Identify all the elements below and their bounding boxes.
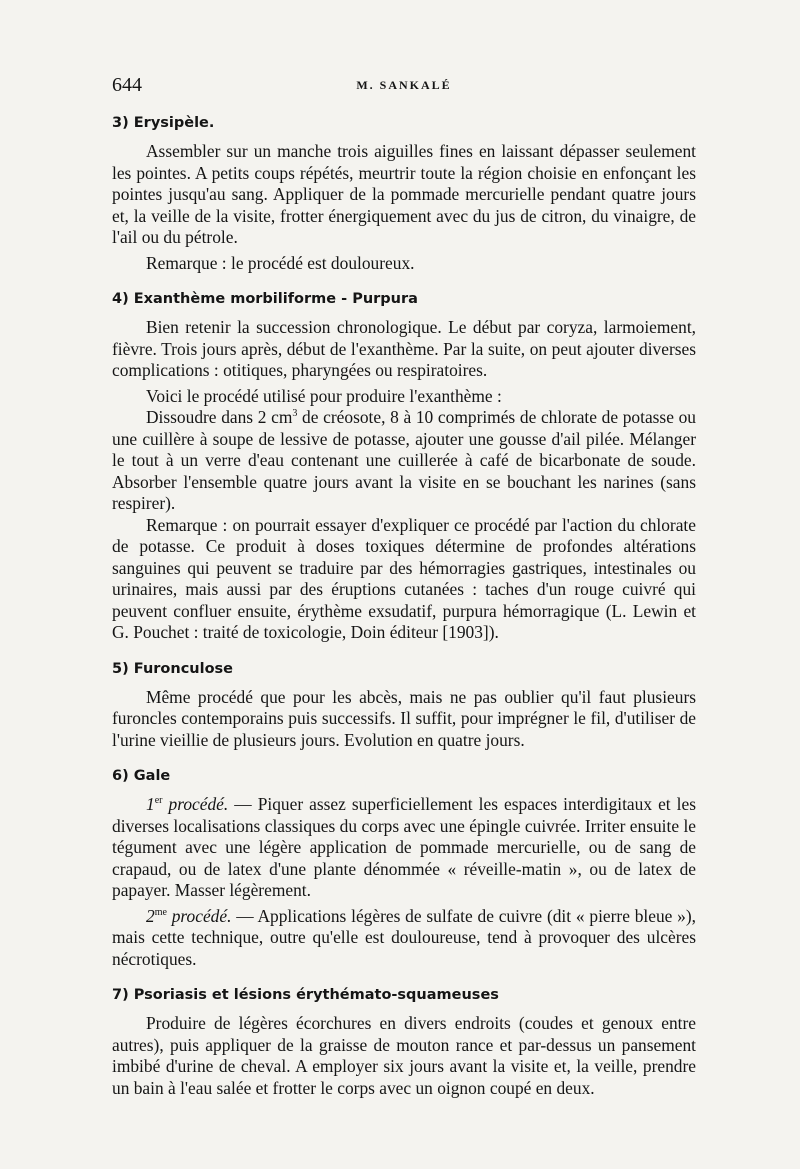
section-heading-gale: 6) Gale <box>112 768 171 784</box>
superscript: er <box>154 795 163 807</box>
paragraph: Assembler sur un manche trois aiguilles fines en laissant dépasser seulement les pointes. A petits coups répétés, meurtrir toute la région choisie en enfonçant les pointes jusqu'au sang. Appliquer de la pommade mercurielle pendant quatre jours et, la veille de la visite, frotter énergiquement avec du jus de citron, du vinaigre, de l'ail ou du pétrole. <box>112 141 696 247</box>
running-head: M. SANKALÉ <box>356 78 452 92</box>
procede-text: — Applications légères de sulfate de cuivre (dit « pierre bleue »), mais cette technique, outre qu'elle est douloureuse, tend à provoquer des ulcères nécrotiques. <box>112 905 696 969</box>
procede-label: procédé. <box>162 794 229 814</box>
page-header <box>112 74 696 100</box>
section-heading-furonculose: 5) Furonculose <box>112 660 234 677</box>
section-heading-psoriasis: 7) Psoriasis et lésions érythémato-squameuses <box>112 987 499 1003</box>
procede-number: 2 <box>146 905 155 926</box>
paragraph-remark: Remarque : on pourrait essayer d'expliquer ce procédé par l'action du chlorate de potasse. Ce produit à doses toxiques détermine de profondes altérations sanguines qui peuvent se traduire par des hémorragies gastriques, intestinales ou urinaires, mais aussi par des éruptions cutanées : taches d'un rouge cuivré qui peuvent confluer ensuite, érythème exsudatif, purpura hémorragique (L. Lewin et G. Pouchet : traité de toxicologie, Doin éditeur [1903]). <box>112 514 696 642</box>
paragraph-recipe <box>112 407 696 515</box>
procede-number: 1 <box>146 794 155 814</box>
procede-label: procédé. <box>166 905 232 926</box>
page-number: 644 <box>112 74 142 96</box>
section-heading-exantheme: 4) Exanthème morbiliforme - Purpura <box>112 291 418 307</box>
superscript: 3 <box>292 408 298 420</box>
paragraph: Bien retenir la succession chronologique. Le début par coryza, larmoiement, fièvre. Trois jours après, début de l'exanthème. Par la suite, on peut ajouter diverses complications : otitiques, pharyngées ou respiratoires. <box>112 317 696 380</box>
paragraph-remark: Remarque : le procédé est douloureux. <box>146 252 415 273</box>
procede-text: — Piquer assez superficiellement les espaces interdigitaux et les diverses localisations classiques du corps avec une épingle cuivrée. Irriter ensuite le tégument avec une légère application de pommade mercurielle, ou de sang de crapaud, ou de latex d'une plante dénommée « réveille-matin », ou de latex de papayer. Masser légèrement. <box>112 794 696 900</box>
superscript: me <box>154 906 167 918</box>
paragraph: Voici le procédé utilisé pour produire l'exanthème : <box>146 385 502 406</box>
recipe-text-rest: de créosote, 8 à 10 comprimés de chlorate de potasse ou une cuillère à soupe de lessive de potasse, ajouter une gousse d'ail pilée. Mélanger le tout à un verre d'eau contenant une cuillerée à café de bicarbonate de soude. Absorber l'ensemble quatre jours avant la visite en se bouchant les narines (sans respirer). <box>112 407 696 513</box>
paragraph-procede-1 <box>112 794 696 902</box>
paragraph: Produire de légères écorchures en divers endroits (coudes et genoux entre autres), puis appliquer de la graisse de mouton rance et par-dessus un pansement imbibé d'urine de cheval. A employer six jours avant la visite et, la veille, prendre un bain à l'eau salée et frotter le corps avec un oignon coupé en deux. <box>112 1013 696 1098</box>
paragraph: Même procédé que pour les abcès, mais ne pas oublier qu'il faut plusieurs furoncles contemporains puis successifs. Il suffit, pour imprégner le fil, d'utiliser de l'urine vieillie de plusieurs jours. Evolution en quatre jours. <box>112 686 696 750</box>
page-body <box>112 112 696 1099</box>
paragraph-procede-2 <box>112 906 696 971</box>
recipe-text-start: Dissoudre dans 2 cm <box>146 407 293 427</box>
section-heading-erysipele: 3) Erysipèle. <box>112 115 215 131</box>
